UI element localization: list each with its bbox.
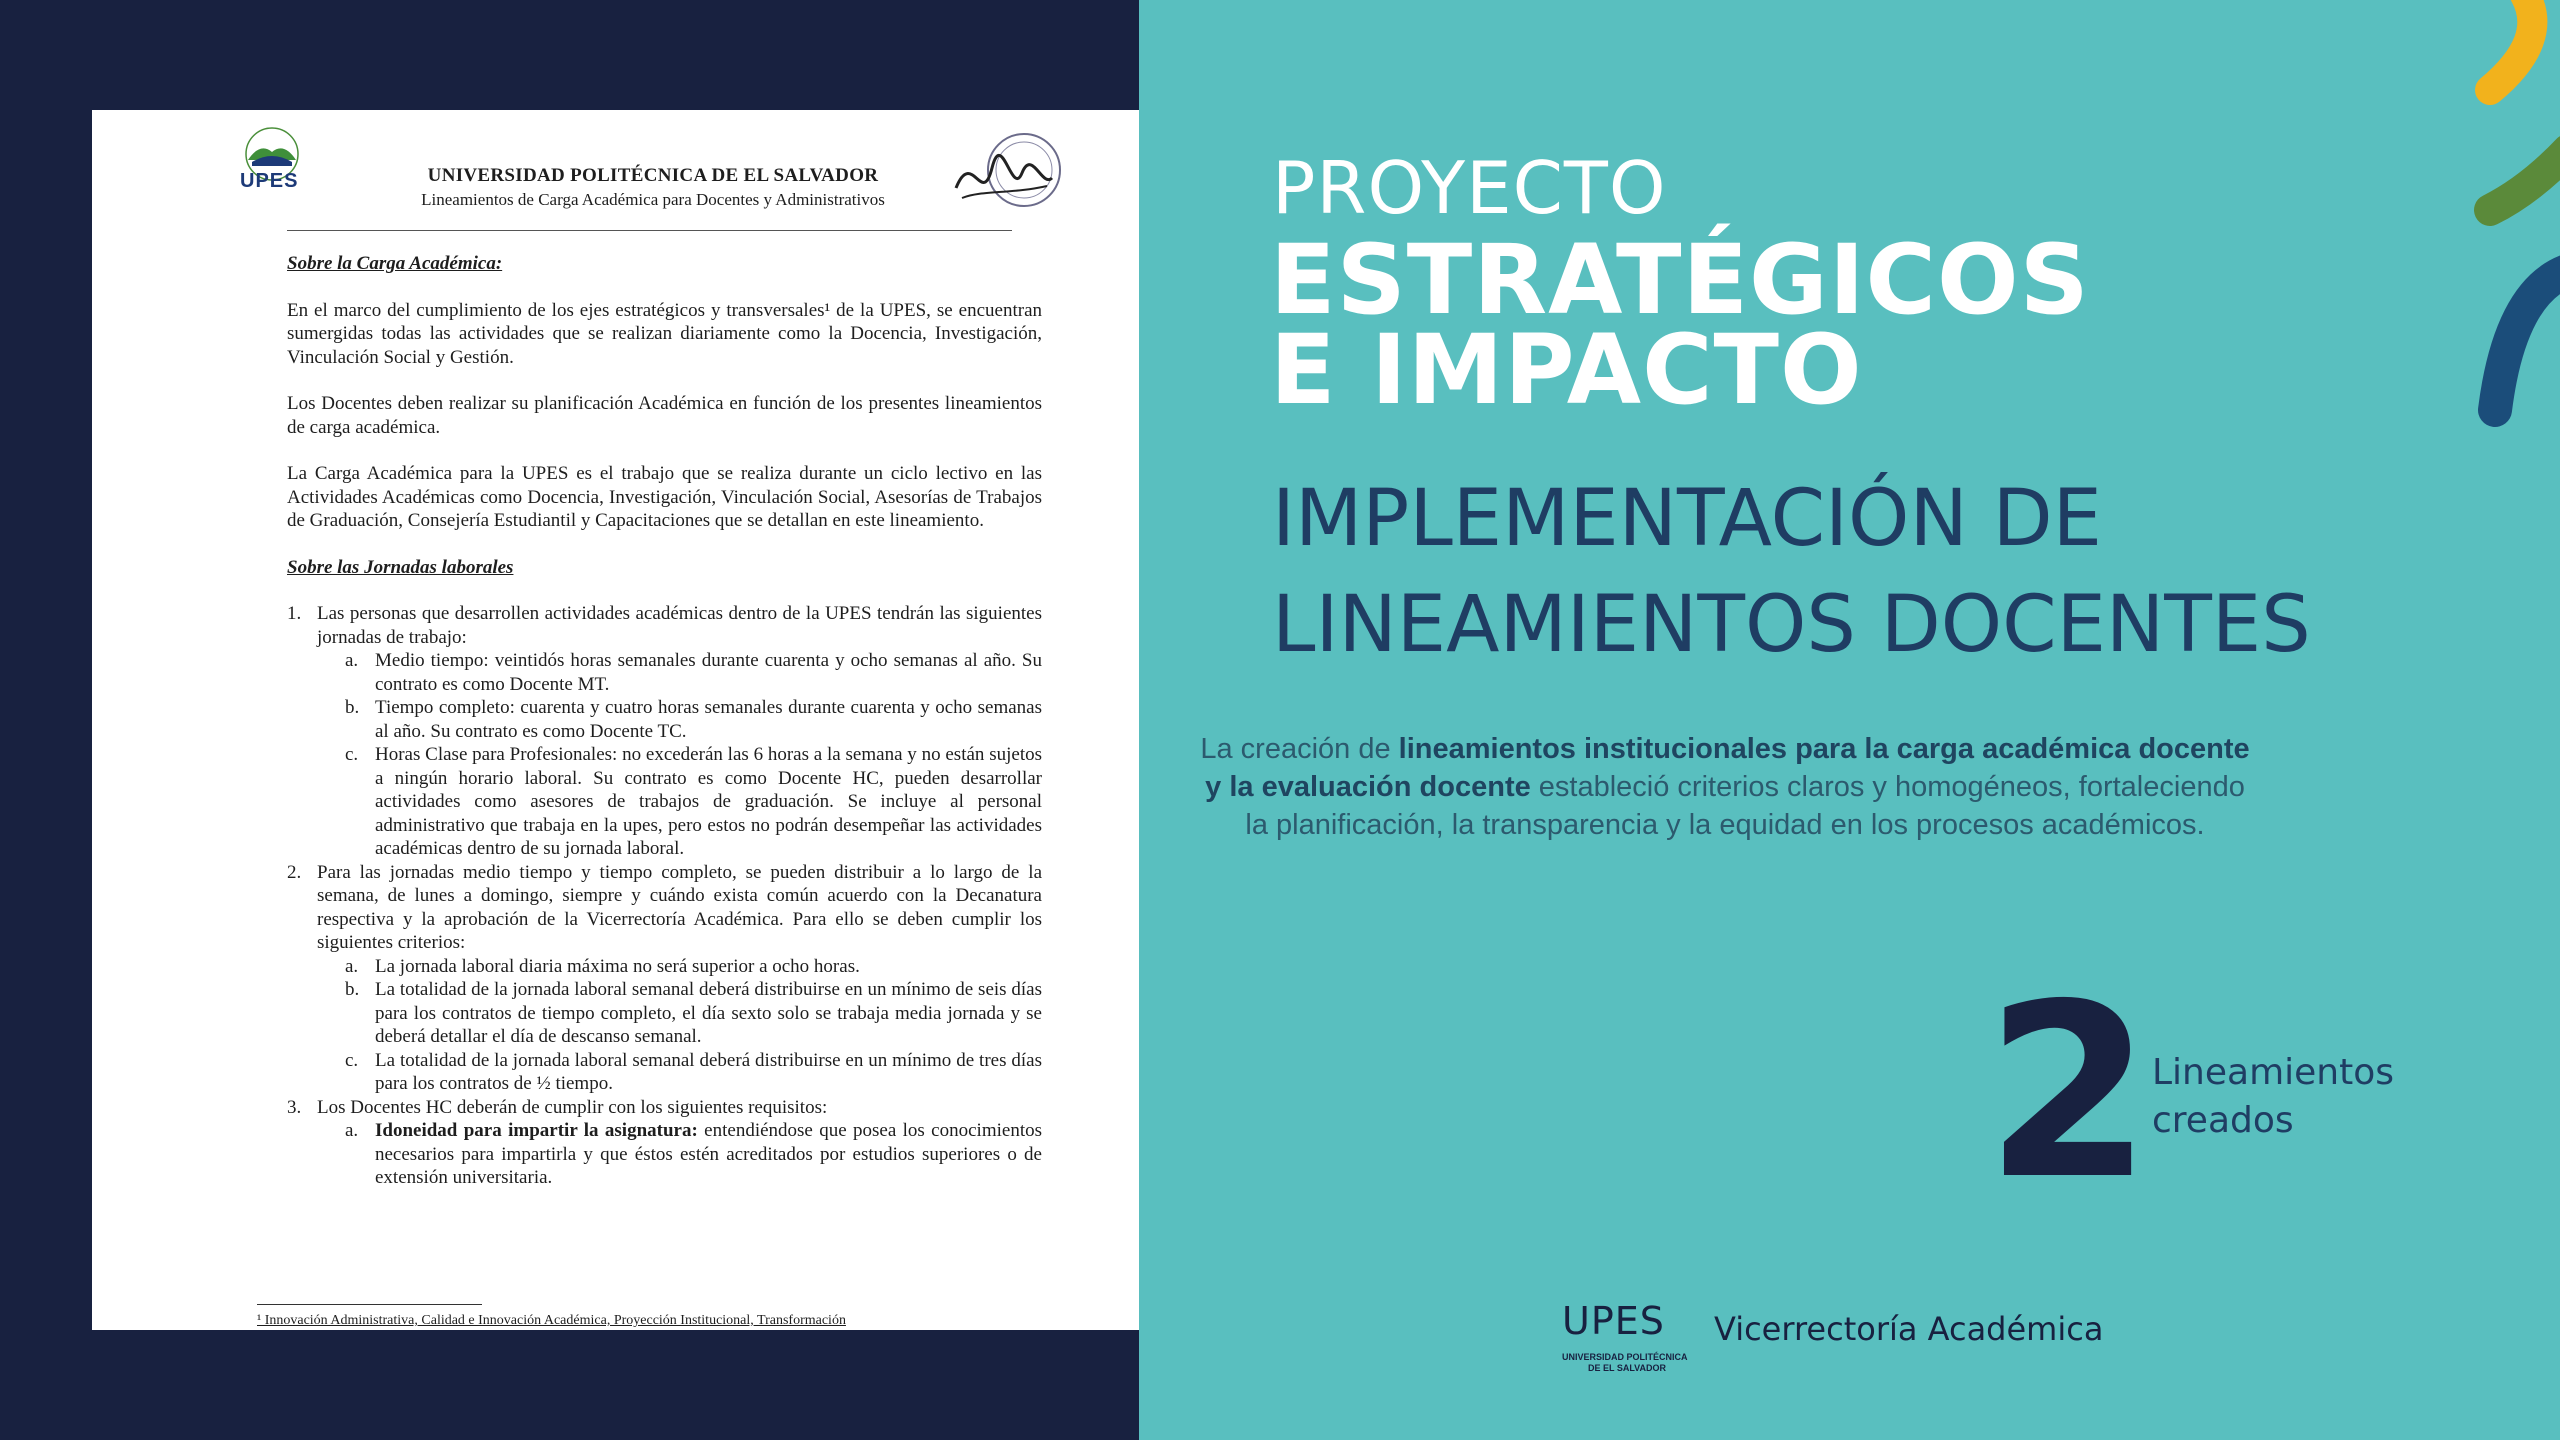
doc-sub-text: La jornada laboral diaria máxima no será superior a ocho horas. (375, 955, 860, 977)
footer-logo-subtitle-1: UNIVERSIDAD POLITÉCNICA (1562, 1352, 1688, 1362)
hero-title-line-2: ESTRATÉGICOS (1270, 224, 2090, 336)
doc-list-item (287, 602, 1042, 649)
doc-footnote: ¹ Innovación Administrativa, Calidad e Innovación Académica, Proyección Institucional, Transformación (257, 1313, 846, 1328)
doc-body (287, 252, 1042, 1190)
doc-sub-text: entendiéndose que posea los conocimientos necesarios para impartirla y que éstos estén acreditados por estudios superiores o de extensión universitaria. (375, 1120, 1042, 1188)
doc-list-number: 2. (287, 861, 302, 883)
stat-number: 2 (1985, 952, 2152, 1232)
hero-title-line-3: E IMPACTO (1270, 314, 1863, 426)
doc-heading-carga: Sobre la Carga Académica: (287, 253, 503, 274)
doc-sub-item (287, 696, 1042, 743)
stat-label-line-2: creados (2152, 1100, 2294, 1141)
hero-title-line-1: PROYECTO (1272, 146, 1667, 230)
doc-header-divider (287, 230, 1012, 231)
doc-sub-item (287, 1119, 1042, 1190)
doc-list-number: 1. (287, 603, 302, 624)
doc-heading-jornadas: Sobre las Jornadas laborales (287, 556, 514, 578)
decorative-arcs-icon (2400, 0, 2560, 440)
doc-sub-text: La totalidad de la jornada laboral semanal deberá distribuirse en un mínimo de seis días para los contratos de tiempo completo, el día sexto solo se trabaja media jornada y se deberá detallar el día de descanso semanal. (375, 979, 1042, 1047)
description-pre: La creación de (1200, 733, 1399, 765)
signature-seal-icon (952, 128, 1062, 228)
doc-sub-item (287, 955, 1042, 979)
doc-sub-letter: a. (345, 955, 359, 977)
hero-subtitle-line-1: IMPLEMENTACIÓN DE (1272, 474, 2102, 564)
doc-list-item (287, 861, 1042, 955)
footer-unit-name: Vicerrectoría Académica (1714, 1310, 2104, 1348)
doc-sub-letter: a. (345, 1120, 359, 1141)
doc-sub-item (287, 978, 1042, 1049)
doc-sub-letter: b. (345, 979, 360, 1000)
doc-sub-item (287, 649, 1042, 696)
doc-list-text: Los Docentes HC deberán de cumplir con los siguientes requisitos: (317, 1096, 828, 1118)
doc-list-number: 3. (287, 1096, 302, 1118)
doc-sub-bold: Idoneidad para impartir la asignatura: (375, 1120, 698, 1141)
doc-list-text: Las personas que desarrollen actividades académicas dentro de la UPES tendrán las siguientes jornadas de trabajo: (317, 603, 1042, 648)
doc-sub-text: Tiempo completo: cuarenta y cuatro horas semanales durante cuarenta y ocho semanas al año. Su contrato es como Docente TC. (375, 697, 1042, 742)
doc-sub-item (287, 1049, 1042, 1096)
doc-sub-text: La totalidad de la jornada laboral semanal deberá distribuirse en un mínimo de tres días para los contratos de ½ tiempo. (375, 1049, 1042, 1094)
doc-paragraph: Los Docentes deben realizar su planificación Académica en función de los presentes lineamientos de carga académica. (287, 393, 1042, 438)
doc-sub-letter: c. (345, 1049, 359, 1071)
doc-subtitle: Lineamientos de Carga Académica para Docentes y Administrativos (421, 190, 885, 209)
doc-footnote-divider (257, 1304, 482, 1305)
doc-university-name: UNIVERSIDAD POLITÉCNICA DE EL SALVADOR (427, 165, 879, 186)
doc-paragraph: La Carga Académica para la UPES es el trabajo que se realiza durante un ciclo lectivo en las Actividades Académicas como Docencia, Investigación, Vinculación Social, Asesorías de Trabajos de Graduación, Consejería Estudiantil y Capacitaciones que se detallan en este lineamiento. (287, 463, 1042, 531)
description-text (1195, 730, 2255, 844)
doc-sub-item (287, 743, 1042, 861)
doc-logo-text: UPES (240, 170, 299, 192)
doc-paragraph: En el marco del cumplimiento de los ejes estratégicos y transversales¹ de la UPES, se encuentran sumergidas todas las actividades que se realizan diariamente como la Docencia, Investigación, Vinculación Social y Gestión. (287, 299, 1042, 368)
doc-list-item (287, 1096, 1042, 1120)
stat-label-line-1: Lineamientos (2152, 1052, 2395, 1093)
footer-logo-subtitle-2: DE EL SALVADOR (1588, 1363, 1667, 1373)
footer-upes-logo: UPES (1562, 1299, 1665, 1343)
doc-list-text: Para las jornadas medio tiempo y tiempo completo, se pueden distribuir a lo largo de la semana, de lunes a domingo, siempre y cuándo exista común acuerdo con la Decanatura respectiva y la aprobación de la Vicerrectoría Académica. Para ello se deben cumplir los siguientes criterios: (317, 861, 1042, 953)
doc-sub-letter: a. (345, 650, 359, 671)
doc-sub-text: Horas Clase para Profesionales: no excederán las 6 horas a la semana y no están sujetos a ningún horario laboral. Su contrato es como Docente HC, pueden desarrollar actividades como asesores de trabajos de graduación. Se incluye al personal administrativo que trabaja en la upes, pero estos no podrán desempeñar las actividades académicas dentro de su jornada laboral. (375, 744, 1042, 859)
description-post: estableció criterios claros y homogéneos, fortaleciendo la planificación, la transparencia y la equidad en los procesos académicos. (1245, 771, 2245, 841)
doc-sub-letter: c. (345, 744, 359, 765)
doc-sub-text: Medio tiempo: veintidós horas semanales durante cuarenta y ocho semanas al año. Su contrato es como Docente MT. (375, 650, 1042, 695)
doc-sub-letter: b. (345, 697, 360, 718)
document-page (92, 110, 1139, 1330)
description-bold: lineamientos institucionales para la carga académica docente y la evaluación docente (1205, 733, 2250, 803)
hero-subtitle-line-2: LINEAMIENTOS DOCENTES (1272, 580, 2311, 670)
